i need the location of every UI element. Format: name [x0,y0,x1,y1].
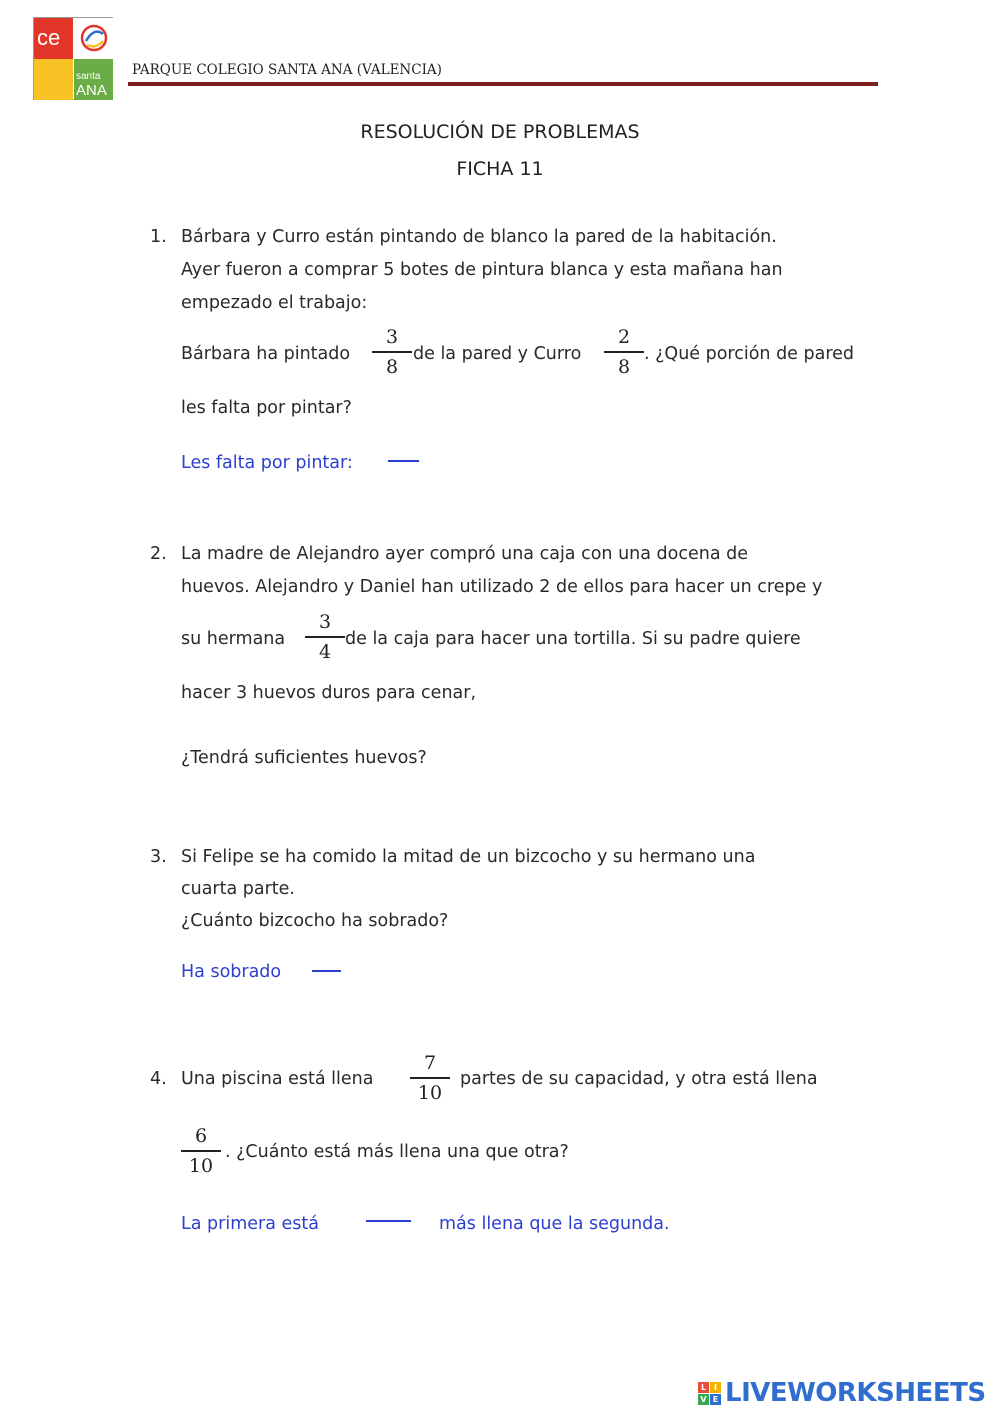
problem-2-number: 2. [150,544,167,564]
problem-2-text-b: de la caja para hacer una tortilla. Si su padre quiere [345,629,801,649]
problem-2-line-1: La madre de Alejandro ayer compró una caja con una docena de [181,544,748,564]
liveworksheets-icon [698,1382,721,1405]
problem-4-text-c: . ¿Cuánto está más llena una que otra? [225,1142,569,1162]
fraction-denominator: 4 [318,640,332,663]
problem-3-number: 3. [150,847,167,867]
liveworksheets-text: LIVEWORKSHEETS [725,1378,986,1408]
school-name: PARQUE COLEGIO SANTA ANA (VALENCIA) [132,62,442,78]
liveworksheets-brand [698,1378,986,1408]
problem-1-line-5: les falta por pintar? [181,398,352,418]
brand-icon-letter: E [710,1394,721,1405]
header-divider [128,82,878,86]
fraction-6-10 [181,1124,221,1178]
fraction-numerator: 6 [194,1125,208,1147]
problem-3-line-1: Si Felipe se ha comido la mitad de un bizcocho y su hermano una [181,847,756,867]
problem-4-text-a: Una piscina está llena [181,1069,374,1089]
problem-1-text-b: de la pared y Curro [413,344,582,364]
fraction-7-10 [410,1051,450,1105]
fraction-bar [410,1077,450,1079]
problem-2-text-a: su hermana [181,629,286,649]
fraction-numerator: 3 [385,326,399,348]
fraction-bar [181,1150,221,1152]
fraction-numerator: 2 [617,326,631,348]
problem-1-number: 1. [150,227,167,247]
problem-2-line-2: huevos. Alejandro y Daniel han utilizado 2 de ellos para hacer un crepe y [181,577,823,597]
page-title: RESOLUCIÓN DE PROBLEMAS [360,121,640,143]
problem-1-line-2: Ayer fueron a comprar 5 botes de pintura blanca y esta mañana han [181,260,783,280]
page-subtitle: FICHA 11 [456,158,544,180]
answer-1-blank[interactable] [388,460,419,462]
brand-icon-letter: V [698,1394,709,1405]
fraction-denominator: 8 [617,355,631,378]
problem-4-number: 4. [150,1069,167,1089]
problem-3-line-3: ¿Cuánto bizcocho ha sobrado? [181,911,449,931]
fraction-bar [604,351,644,353]
fraction-numerator: 3 [318,611,332,633]
logo-ana-text: ANA [76,82,107,99]
answer-4-label-b: más llena que la segunda. [439,1214,670,1234]
fraction-denominator: 8 [385,355,399,378]
fraction-numerator: 7 [423,1052,437,1074]
fraction-2-8 [604,325,644,379]
answer-4-label-a: La primera está [181,1214,319,1234]
problem-2-question: ¿Tendrá suficientes huevos? [181,748,427,768]
brand-icon-letter: L [698,1382,709,1393]
problem-1-text-c: . ¿Qué porción de pared [644,344,855,364]
problem-1-line-3: empezado el trabajo: [181,293,368,313]
answer-4-blank[interactable] [366,1220,411,1222]
logo-ce-text: ce [37,25,61,50]
problem-4-text-b: partes de su capacidad, y otra está llena [460,1069,818,1089]
answer-3-label: Ha sobrado [181,962,282,982]
fraction-denominator: 10 [417,1081,443,1104]
fraction-bar [305,636,345,638]
fraction-denominator: 10 [188,1154,214,1177]
answer-1-label: Les falta por pintar: [181,453,353,473]
problem-1-text-a: Bárbara ha pintado [181,344,351,364]
problem-1-line-1: Bárbara y Curro están pintando de blanco la pared de la habitación. [181,227,777,247]
problem-2-line-4: hacer 3 huevos duros para cenar, [181,683,477,703]
logo-santa-text: santa [76,71,101,82]
school-logo [33,17,113,100]
answer-3-blank[interactable] [312,970,341,972]
fraction-3-4 [305,610,345,664]
brand-icon-letter: I [710,1382,721,1393]
fraction-bar [372,351,412,353]
fraction-3-8 [372,325,412,379]
logo-emblem-icon [78,21,110,55]
problem-3-line-2: cuarta parte. [181,879,295,899]
